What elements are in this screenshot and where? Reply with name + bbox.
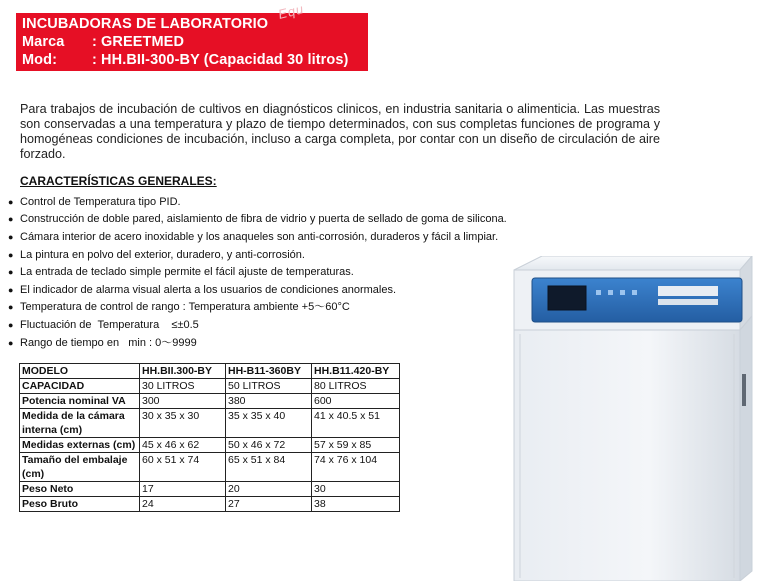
table-cell: 35 x 35 x 40 <box>226 409 312 438</box>
brand-value: : GREETMED <box>92 34 185 50</box>
bullet-icon: ● <box>8 267 14 278</box>
table-cell: Potencia nominal VA <box>20 394 140 409</box>
door-handle <box>742 374 746 406</box>
model-label: Mod: <box>22 52 58 68</box>
table-cell: Peso Bruto <box>20 497 140 512</box>
bullet-icon: ● <box>8 319 14 330</box>
table-header-cell: HH.B11.420-BY <box>312 364 400 379</box>
display-screen <box>548 286 586 310</box>
banner-model <box>22 51 368 69</box>
table-cell: 30 x 35 x 30 <box>140 409 226 438</box>
table-cell: 60 x 51 x 74 <box>140 453 226 482</box>
list-item <box>8 246 507 264</box>
bullet-icon: ● <box>8 231 14 242</box>
table-header-cell: MODELO <box>20 364 140 379</box>
table-cell: 20 <box>226 482 312 497</box>
intro-paragraph: Para trabajos de incubación de cultivos en diagnósticos clinicos, en industria sanitaria o alimenticia. Las muestras son conservadas a una temperatura y plazo de tiempo determinados, con sus completas funciones de programa y homogéneas condiciones de incubación, incluso a carga completa, por contar con un diseño de circulación de aire forzado. <box>20 102 660 161</box>
list-item <box>8 316 507 334</box>
table-cell: 24 <box>140 497 226 512</box>
table-cell: 38 <box>312 497 400 512</box>
feature-text: La entrada de teclado simple permite el fácil ajuste de temperaturas. <box>20 266 354 279</box>
table-cell: Medidas externas (cm) <box>20 438 140 453</box>
feature-text: Cámara interior de acero inoxidable y los anaqueles son anti-corrosión, duraderos y fácil a limpiar. <box>20 230 499 243</box>
list-item <box>8 193 507 211</box>
table-cell: 45 x 46 x 62 <box>140 438 226 453</box>
bullet-icon: ● <box>8 214 14 225</box>
table-cell: 30 <box>312 482 400 497</box>
feature-text: Control de Temperatura tipo PID. <box>20 195 181 208</box>
table-cell: Peso Neto <box>20 482 140 497</box>
table-cell: 27 <box>226 497 312 512</box>
table-row <box>20 409 400 438</box>
table-cell: Tamaño del embalaje (cm) <box>20 453 140 482</box>
table-row <box>20 394 400 409</box>
table-cell: CAPACIDAD <box>20 379 140 394</box>
title-banner <box>16 13 368 71</box>
watermark-text: Equ <box>276 1 306 22</box>
table-cell: 380 <box>226 394 312 409</box>
spec-table <box>19 363 400 512</box>
banner-brand <box>22 33 368 51</box>
feature-text: Temperatura de control de rango : Temperatura ambiente +5～60°C <box>20 301 350 314</box>
model-value: : HH.BII-300-BY (Capacidad 30 litros) <box>92 52 349 68</box>
section-title: CARACTERÍSTICAS GENERALES: <box>20 174 217 188</box>
table-cell: 50 x 46 x 72 <box>226 438 312 453</box>
features-list <box>8 193 507 351</box>
table-cell: 600 <box>312 394 400 409</box>
bullet-icon: ● <box>8 249 14 260</box>
feature-text: Rango de tiempo en min : 0～9999 <box>20 336 197 349</box>
bullet-icon: ● <box>8 196 14 207</box>
table-cell: 57 x 59 x 85 <box>312 438 400 453</box>
bullet-icon: ● <box>8 284 14 295</box>
feature-text: El indicador de alarma visual alerta a los usuarios de condiciones anormales. <box>20 283 397 296</box>
list-item <box>8 334 507 352</box>
table-row <box>20 453 400 482</box>
table-cell: 41 x 40.5 x 51 <box>312 409 400 438</box>
table-cell: 74 x 76 x 104 <box>312 453 400 482</box>
incubator-illustration <box>508 256 758 581</box>
feature-text: Construcción de doble pared, aislamiento de fibra de vidrio y puerta de sellado de goma de silicona. <box>20 213 507 226</box>
brand-label: Marca <box>22 34 65 50</box>
table-cell: 300 <box>140 394 226 409</box>
table-cell: 30 LITROS <box>140 379 226 394</box>
table-header-cell: HH-B11-360BY <box>226 364 312 379</box>
table-row <box>20 379 400 394</box>
table-row <box>20 482 400 497</box>
list-item <box>8 228 507 246</box>
bullet-icon: ● <box>8 302 14 313</box>
list-item <box>8 263 507 281</box>
table-header-cell: HH.BII.300-BY <box>140 364 226 379</box>
table-cell: 65 x 51 x 84 <box>226 453 312 482</box>
feature-text: La pintura en polvo del exterior, duradero, y anti-corrosión. <box>20 248 305 261</box>
list-item <box>8 299 507 317</box>
banner-title: INCUBADORAS DE LABORATORIO <box>22 16 269 32</box>
incubator-product-image <box>508 256 758 581</box>
table-header-row <box>20 364 400 379</box>
table-cell: 17 <box>140 482 226 497</box>
table-row <box>20 438 400 453</box>
feature-text: Fluctuación de Temperatura ≤±0.5 <box>20 318 199 331</box>
list-item <box>8 211 507 229</box>
table-cell: 80 LITROS <box>312 379 400 394</box>
table-row <box>20 497 400 512</box>
list-item <box>8 281 507 299</box>
table-cell: 50 LITROS <box>226 379 312 394</box>
table-cell: Medida de la cámara interna (cm) <box>20 409 140 438</box>
bullet-icon: ● <box>8 337 14 348</box>
